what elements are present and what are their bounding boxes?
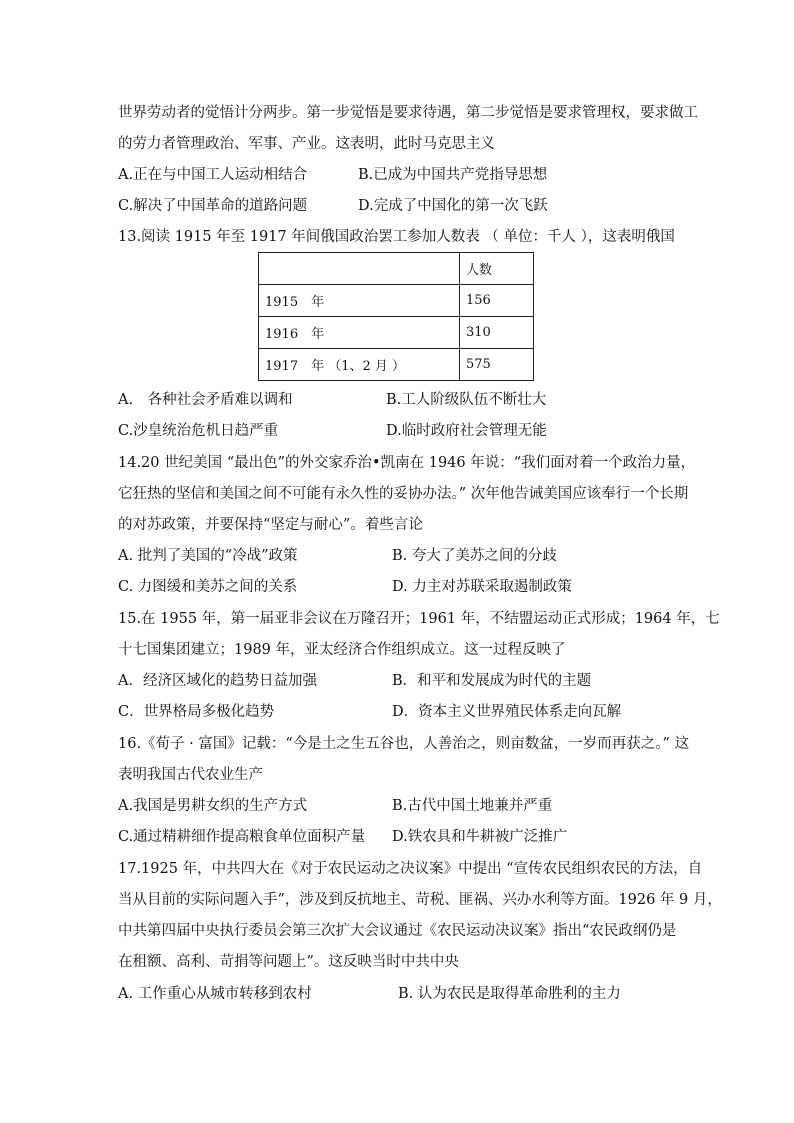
- q15-option-c: C．世界格局多极化趋势: [118, 704, 275, 720]
- q12-line-2: 的劳力者管理政治、军事、产业。这表明，此时马克思主义: [118, 136, 495, 152]
- q17-option-a: A. 工作重心从城市转移到农村: [118, 986, 312, 1002]
- q13-option-b: B.工人阶级队伍不断壮大: [386, 392, 547, 408]
- q16-line-2: 表明我国古代农业生产: [118, 767, 263, 783]
- q13-option-a: A. 各种社会矛盾难以调和: [118, 392, 293, 408]
- q14-line-1: 14.20 世纪美国 “最出色”的外交家乔治•凯南在 1946 年说：“我们面对着一个政治力量，: [118, 455, 696, 471]
- q12-option-b: B.已成为中国共产党指导思想: [358, 167, 548, 183]
- table-cell: 1915 年: [259, 285, 460, 317]
- table-cell: 1917 年 （1、2 月 ）: [259, 349, 460, 381]
- q13-option-d: D.临时政府社会管理无能: [386, 423, 547, 439]
- q15-option-d: D．资本主义世界殖民体系走向瓦解: [392, 704, 622, 720]
- table-cell: 人数: [460, 253, 534, 285]
- q16-option-a: A.我国是男耕女织的生产方式: [118, 798, 308, 814]
- strike-table: [258, 252, 534, 381]
- q15-option-b: B．和平和发展成为时代的主题: [392, 673, 592, 689]
- q14-option-a: A. 批判了美国的“冷战”政策: [118, 548, 298, 564]
- q12-option-d: D.完成了中国化的第一次飞跃: [358, 198, 548, 214]
- q17-option-b: B. 认为农民是取得革命胜利的主力: [398, 986, 621, 1002]
- q12-option-a: A.正在与中国工人运动相结合: [118, 167, 308, 183]
- table-row: [259, 253, 534, 285]
- q17-line-1: 17.1925 年，中共四大在《对于农民运动之决议案》中提出 “宣传农民组织农民的方法，自: [118, 861, 703, 877]
- q17-line-2: 当从目前的实际问题入手”，涉及到反抗地主、苛税、匪祸、兴办水利等方面。1926 年 9 月，: [118, 892, 722, 908]
- q14-line-3: 的对苏政策，并要保持“坚定与耐心”。着些言论: [118, 517, 423, 533]
- q13-stem: 13.阅读 1915 年至 1917 年间俄国政治罢工参加人数表 （ 单位：千人 ），这表明俄国: [118, 229, 675, 245]
- q15-option-a: A．经济区域化的趋势日益加强: [118, 673, 317, 689]
- q16-option-b: B.古代中国土地兼并严重: [392, 798, 553, 814]
- q16-option-c: C.通过精耕细作提高粮食单位面积产量: [118, 829, 366, 845]
- table-cell: 1916 年: [259, 317, 460, 349]
- q15-line-2: 十七国集团建立；1989 年，亚太经济合作组织成立。这一过程反映了: [118, 642, 566, 658]
- table-cell: [259, 253, 460, 285]
- q15-line-1: 15.在 1955 年，第一届亚非会议在万隆召开；1961 年，不结盟运动正式形成；1964 年，七: [118, 611, 720, 627]
- q14-option-d: D. 力主对苏联采取遏制政策: [392, 579, 572, 595]
- table-row: [259, 285, 534, 317]
- q12-line-1: 世界劳动者的觉悟计分两步。第一步觉悟是要求待遇，第二步觉悟是要求管理权，要求做工: [118, 105, 698, 121]
- q13-option-c: C.沙皇统治危机日趋严重: [118, 423, 279, 439]
- table-cell: 310: [460, 317, 534, 349]
- q16-option-d: D.铁农具和牛耕被广泛推广: [392, 829, 568, 845]
- table-row: [259, 349, 534, 381]
- q12-option-c: C.解决了中国革命的道路问题: [118, 198, 308, 214]
- q17-line-3: 中共第四届中央执行委员会第三次扩大会议通过《农民运动决议案》指出“农民政纲仍是: [118, 923, 677, 939]
- q16-line-1: 16.《荀子 · 富国》记载：“今是土之生五谷也，人善治之，则亩数盆，一岁而再获之。” 这: [118, 736, 690, 752]
- table-cell: 575: [460, 349, 534, 381]
- q14-option-b: B. 夸大了美苏之间的分歧: [392, 548, 557, 564]
- table-row: [259, 317, 534, 349]
- q17-line-4: 在租额、高利、苛捐等问题上”。这反映当时中共中央: [118, 954, 459, 970]
- q14-line-2: 它狂热的坚信和美国之间不可能有永久性的妥协办法。” 次年他告诫美国应该奉行一个长期: [118, 486, 689, 502]
- q14-option-c: C. 力图缓和美苏之间的关系: [118, 579, 298, 595]
- table-cell: 156: [460, 285, 534, 317]
